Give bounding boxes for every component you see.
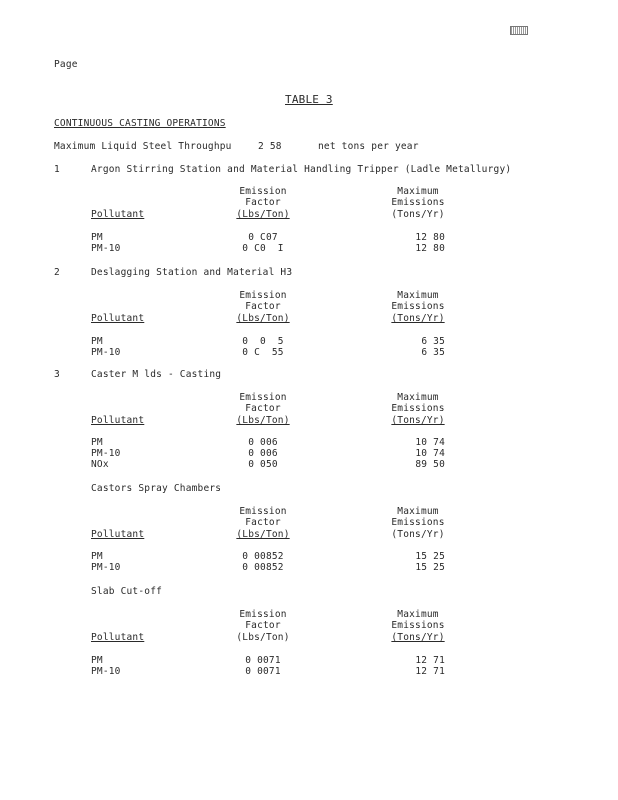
barcode-stamp-icon [510,26,528,35]
factor-header-1: Emission [239,290,287,301]
table-row-max: 89 50 [415,459,445,470]
pollutant-header: Pollutant [91,632,145,643]
table-row-max: 6 35 [421,336,445,347]
table-row-factor: 0 050 [248,459,278,470]
max-header-1: Maximum [397,290,439,301]
table-row-pollutant: PM [91,551,103,562]
table-row-factor: 0 006 [248,437,278,448]
max-header-1: Maximum [397,609,439,620]
table-row-factor: 0 00852 [242,551,284,562]
factor-header-2: Factor [245,620,281,631]
max-header-1: Maximum [397,186,439,197]
table-row-max: 15 25 [415,551,445,562]
section-number: 3 [54,369,60,380]
table-row-pollutant: PM-10 [91,347,121,358]
factor-header-3: (Lbs/Ton) [236,632,290,643]
max-header-1: Maximum [397,506,439,517]
max-header-2: Emissions [391,197,445,208]
factor-header-1: Emission [239,392,287,403]
table-row-max: 6 35 [421,347,445,358]
pollutant-header: Pollutant [91,209,145,220]
table-row-max: 15 25 [415,562,445,573]
table-row-pollutant: PM-10 [91,243,121,254]
table-row-factor: 0 0071 [245,666,281,677]
page-label: Page [54,59,78,70]
table-row-pollutant: PM [91,437,103,448]
table-row-pollutant: PM [91,232,103,243]
factor-header-3: (Lbs/Ton) [236,415,290,426]
factor-header-3: (Lbs/Ton) [236,529,290,540]
factor-header-1: Emission [239,609,287,620]
factor-header-2: Factor [245,197,281,208]
factor-header-2: Factor [245,403,281,414]
factor-header-3: (Lbs/Ton) [236,313,290,324]
table-row-pollutant: PM-10 [91,448,121,459]
section-title: Castors Spray Chambers [91,483,222,494]
max-header-3: (Tons/Yr) [391,209,445,220]
table-row-factor: 0 C0 I [242,243,284,254]
factor-header-2: Factor [245,301,281,312]
table-row-max: 10 74 [415,448,445,459]
table-row-factor: 0 00852 [242,562,284,573]
throughput-unit: net tons per year [318,141,419,152]
table-row-max: 12 71 [415,666,445,677]
section-title: Caster M lds - Casting [91,369,222,380]
throughput-value: 2 58 [258,141,282,152]
table-row-pollutant: NOx [91,459,109,470]
table-row-max: 12 80 [415,243,445,254]
table-row-factor: 0 C07 [248,232,278,243]
section-number: 2 [54,267,60,278]
section-number: 1 [54,164,60,175]
factor-header-3: (Lbs/Ton) [236,209,290,220]
pollutant-header: Pollutant [91,529,145,540]
pollutant-header: Pollutant [91,313,145,324]
table-row-max: 10 74 [415,437,445,448]
table-row-pollutant: PM [91,336,103,347]
table-row-max: 12 80 [415,232,445,243]
document-subtitle: CONTINUOUS CASTING OPERATIONS [54,118,226,129]
factor-header-2: Factor [245,517,281,528]
max-header-2: Emissions [391,620,445,631]
factor-header-1: Emission [239,186,287,197]
table-row-max: 12 71 [415,655,445,666]
table-row-pollutant: PM-10 [91,666,121,677]
section-title: Deslagging Station and Material H3 [91,267,293,278]
max-header-2: Emissions [391,403,445,414]
table-row-pollutant: PM-10 [91,562,121,573]
max-header-3: (Tons/Yr) [391,415,445,426]
throughput-label: Maximum Liquid Steel Throughpu [54,141,232,152]
max-header-1: Maximum [397,392,439,403]
max-header-3: (Tons/Yr) [391,313,445,324]
table-row-pollutant: PM [91,655,103,666]
factor-header-1: Emission [239,506,287,517]
page-title: TABLE 3 [285,93,333,106]
table-row-factor: 0 006 [248,448,278,459]
table-row-factor: 0 C 55 [242,347,284,358]
table-row-factor: 0 0071 [245,655,281,666]
pollutant-header: Pollutant [91,415,145,426]
max-header-2: Emissions [391,517,445,528]
table-row-factor: 0 0 5 [242,336,284,347]
max-header-3: (Tons/Yr) [391,632,445,643]
max-header-2: Emissions [391,301,445,312]
section-title: Argon Stirring Station and Material Handling Tripper (Ladle Metallurgy) [91,164,512,175]
section-title: Slab Cut-off [91,586,163,597]
max-header-3: (Tons/Yr) [391,529,445,540]
